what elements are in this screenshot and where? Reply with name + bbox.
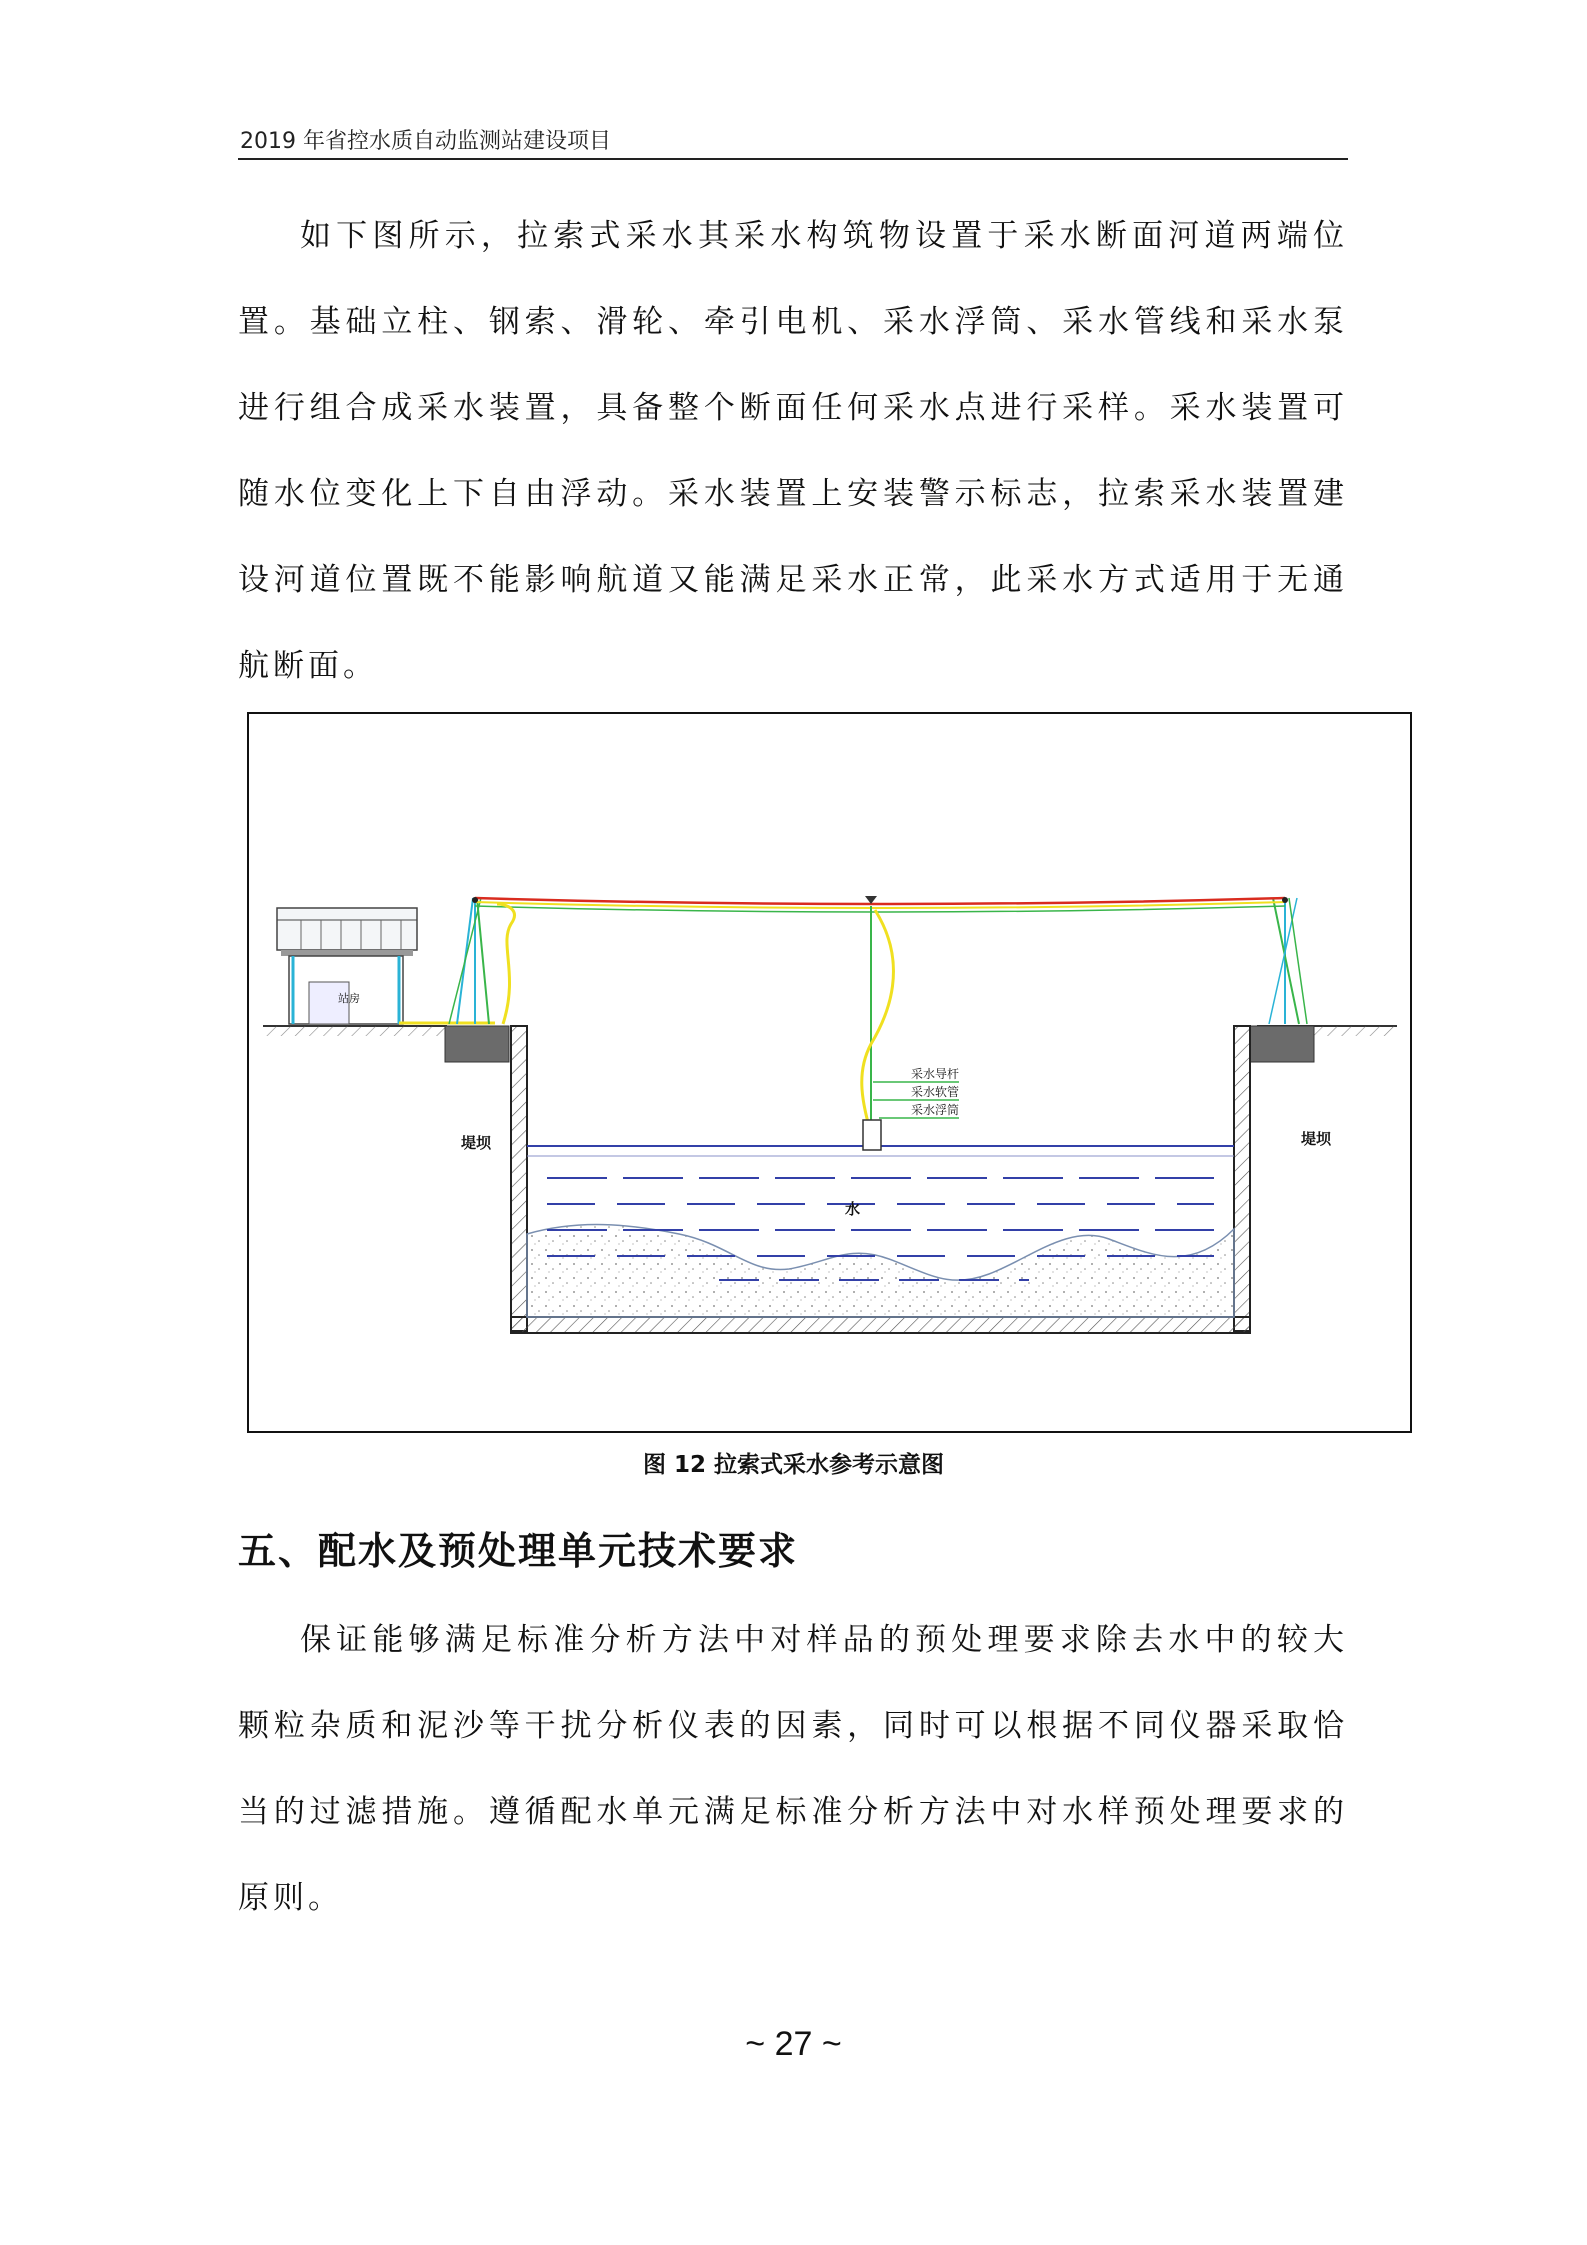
figure-caption: 图 12 拉索式采水参考示意图 [642, 1452, 945, 1478]
left-foundation-block [445, 1026, 509, 1062]
header-title: 2019 年省控水质自动监测站建设项目 [240, 129, 611, 154]
right-bank-label: 堤坝 [1301, 1130, 1332, 1148]
page-header [238, 118, 1348, 160]
water-label: 水 [845, 1200, 861, 1218]
cable-sampling-diagram [249, 714, 1414, 1435]
section-paragraph-text: 保证能够满足标准分析方法中对样品的预处理要求除去水中的较大颗粒杂质和泥沙等干扰分析仪表的因素，同时可以根据不同仪器采取恰当的过滤措施。遵循配水单元满足标准分析方法中对水样预处理要求的原则。 [238, 1622, 1348, 1916]
sampling-float [863, 1120, 881, 1150]
right-support-posts [1269, 898, 1307, 1024]
section-paragraph [238, 1597, 1348, 1941]
intro-paragraph-text: 如下图所示，拉索式采水其采水构筑物设置于采水断面河道两端位置。基础立柱、钢索、滑轮、牵引电机、采水浮筒、采水管线和采水泵进行组合成采水装置，具备整个断面任何采水点进行采样。采水装置可随水位变化上下自由浮动。采水装置上安装警示标志，拉索采水装置建设河道位置既不能影响航道又能满足采水正常，此采水方式适用于无通航断面。 [238, 218, 1348, 684]
section-title: 五、配水及预处理单元技术要求 [238, 1529, 799, 1573]
left-bank-label: 堤坝 [461, 1134, 492, 1152]
figure-diagram [247, 712, 1412, 1433]
left-sampling-hose [497, 904, 514, 1024]
float-label: 采水浮筒 [911, 1103, 960, 1117]
station-building [277, 908, 417, 1024]
steel-cables [472, 896, 1288, 912]
page-number: ~ 27 ~ [745, 2025, 842, 2063]
station-label: 站房 [338, 992, 360, 1005]
right-foundation-block [1250, 1026, 1314, 1062]
soft-pipe-label: 采水软管 [911, 1085, 960, 1099]
intro-paragraph [238, 193, 1348, 709]
guide-rod-label: 采水导杆 [911, 1067, 960, 1081]
left-support-posts [449, 898, 489, 1024]
river-channel [511, 1026, 1250, 1333]
